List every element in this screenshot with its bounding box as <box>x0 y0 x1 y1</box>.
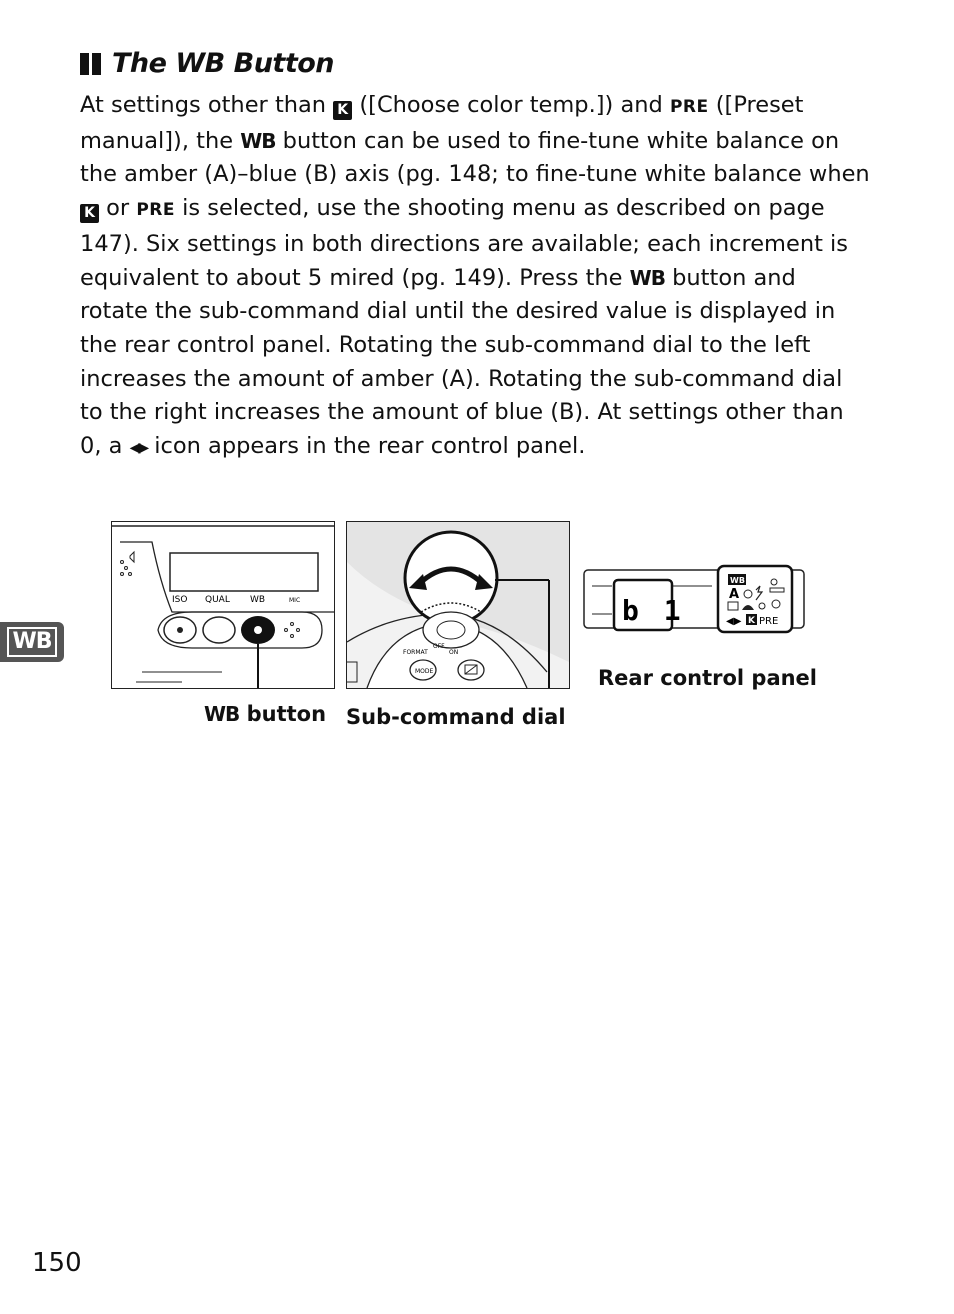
body-paragraph <box>80 89 870 466</box>
lcd-wb-tag: WB <box>730 576 745 585</box>
body-text-run: ([Choose color temp.]) and <box>352 92 670 118</box>
body-text-run: is selected, use the shooting menu as described on page 147). Six settings in both directions are available; each increment is equivalent to about 5 mired (pg. 149). Press the <box>80 195 849 291</box>
sub-command-dial-drawing <box>347 522 569 688</box>
wb-button-glyph: WB <box>240 128 276 153</box>
body-text-run: ([Preset manual]), the <box>80 92 804 154</box>
lcd-readout: b 1 <box>622 594 685 627</box>
body-text-run: button and rotate the sub-command dial until the desired value is displayed in the rear control panel. Rotating the sub-command dial to the left increases the amount of amber (A). Rotating the sub-command dial to the right increases the amount of blue (B). At settings other than 0, a <box>80 264 844 460</box>
panel-label-wb: WB <box>250 595 266 605</box>
white-balance-tab-label: WB <box>7 627 56 657</box>
rear-control-panel-caption: Rear control panel <box>598 666 818 690</box>
wb-button-caption-text: button <box>239 702 327 726</box>
panel-label-mic: MIC <box>289 597 301 604</box>
body-text-run: icon appears in the rear control panel. <box>147 433 586 460</box>
lcd-auto-tag: A <box>729 587 740 602</box>
body-text-run: or <box>99 195 137 222</box>
page-number: 150 <box>32 1248 82 1278</box>
color-temp-k-icon: K <box>333 101 352 120</box>
wb-button-caption <box>204 702 326 726</box>
dial-label-on: ON <box>449 649 459 656</box>
color-temp-k-icon: K <box>80 204 99 223</box>
dial-label-off: OFF <box>433 643 445 650</box>
camera-control-panel-illustration <box>111 521 335 689</box>
section-title: The WB Button <box>112 48 334 79</box>
preset-pre-glyph: PRE <box>136 200 175 221</box>
panel-label-iso: ISO <box>172 595 188 605</box>
rear-control-panel-illustration <box>582 562 808 634</box>
camera-control-panel-drawing <box>112 522 334 688</box>
sub-command-dial-illustration <box>346 521 570 689</box>
lcd-k-tag: K <box>748 616 755 626</box>
section-marker-icon <box>80 53 104 75</box>
panel-label-qual: QUAL <box>205 595 230 605</box>
wb-button-glyph: WB <box>204 702 240 726</box>
rear-control-panel-drawing <box>582 562 808 634</box>
fine-tune-arrows-icon: ◀▶ <box>129 440 148 457</box>
lcd-fine-tune-arrows-icon: ◀▶ <box>726 616 742 627</box>
dial-label-format: FORMAT <box>403 649 428 656</box>
chapter-side-tab <box>0 622 64 662</box>
wb-button-glyph: WB <box>629 265 665 290</box>
preset-pre-glyph: PRE <box>669 97 709 117</box>
sub-command-dial-caption: Sub-command dial <box>346 705 566 729</box>
dial-label-mode: MODE <box>415 668 434 675</box>
section-heading <box>80 48 334 79</box>
body-text-run: At settings other than <box>80 92 334 118</box>
lcd-pre-tag: PRE <box>759 616 779 627</box>
body-text-run: button can be used to fine-tune white balance on the amber (A)–blue (B) axis (pg. 148; to fine-tune white balance when <box>80 127 870 188</box>
